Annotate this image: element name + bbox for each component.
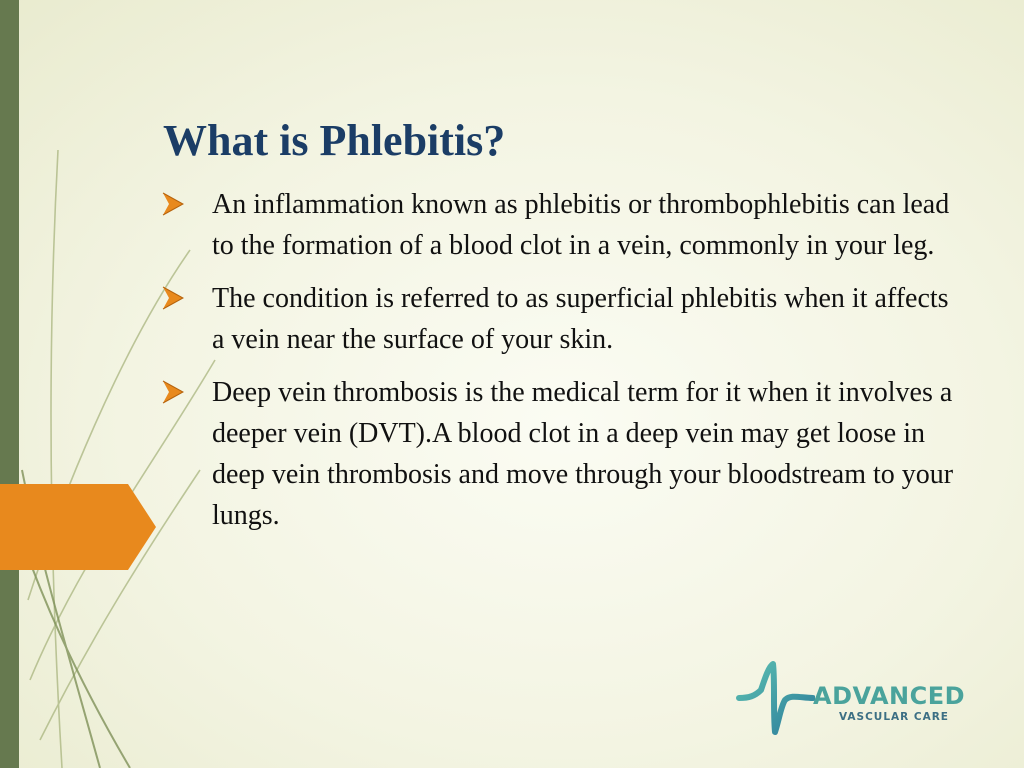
bullet-text: Deep vein thrombosis is the medical term for it when it involves a deeper vein (DVT).A blood clot in a deep vein may get loose in deep vein thrombosis and move through your bloodstream to your lungs. xyxy=(212,377,954,531)
bullet-item xyxy=(160,372,960,536)
bullet-list xyxy=(160,184,960,548)
bullet-text: The condition is referred to as superficial phlebitis when it affects a vein near the surface of your skin. xyxy=(212,283,949,355)
arrow-bullet-icon xyxy=(162,380,184,404)
bullet-item xyxy=(160,278,960,360)
company-logo xyxy=(735,660,975,740)
logo-tagline: VASCULAR CARE xyxy=(839,711,949,723)
orange-accent-tab xyxy=(0,484,156,570)
bullet-item xyxy=(160,184,960,266)
logo-wordmark: ADVANCED xyxy=(813,682,966,710)
arrow-bullet-icon xyxy=(162,286,184,310)
pulse-wave-icon xyxy=(735,660,815,738)
arrow-bullet-icon xyxy=(162,192,184,216)
slide-title: What is Phlebitis? xyxy=(163,116,506,165)
bullet-text: An inflammation known as phlebitis or thrombophlebitis can lead to the formation of a blood clot in a vein, commonly in your leg. xyxy=(212,189,950,261)
